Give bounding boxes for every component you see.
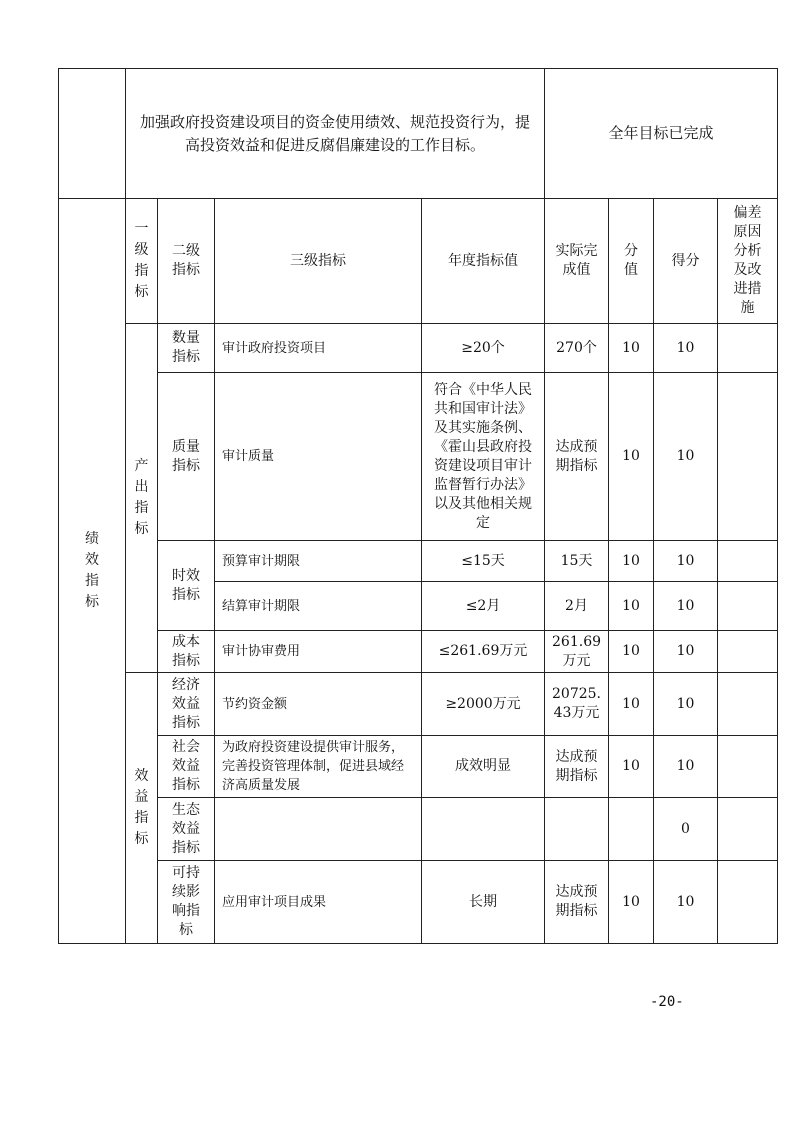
table-row: 结算审计期限 ≤2月 2月 10 10 — [59, 582, 778, 631]
performance-table — [58, 68, 778, 944]
section-label: 绩效指标 — [85, 531, 99, 610]
header-level3: 三级指标 — [215, 199, 422, 324]
goal-blank-cell — [59, 69, 126, 199]
header-actual: 实际完成值 — [545, 199, 609, 324]
group-output: 产出指标 — [126, 324, 158, 673]
table-row: 质量指标 审计质量 符合《中华人民共和国审计法》及其实施条例、《霍山县政府投资建设项目审计监督暂行办法》以及其他相关规定 达成预期指标 10 10 — [59, 373, 778, 541]
goal-status: 全年目标已完成 — [545, 69, 778, 199]
goal-text: 加强政府投资建设项目的资金使用绩效、规范投资行为，提高投资效益和促进反腐倡廉建设的工作目标。 — [126, 69, 545, 199]
header-score: 得分 — [654, 199, 718, 324]
header-level2: 二级指标 — [158, 199, 215, 324]
page-number: -20- — [650, 994, 684, 1010]
header-reason: 偏差原因分析及改进措施 — [718, 199, 778, 324]
header-weight: 分值 — [609, 199, 654, 324]
table-row: 时效指标 预算审计期限 ≤15天 15天 10 10 — [59, 541, 778, 582]
group-benefit: 效益指标 — [126, 673, 158, 944]
table-row: 产出指标 数量指标 审计政府投资项目 ≥20个 270个 10 10 — [59, 324, 778, 373]
table-row: 成本指标 审计协审费用 ≤261.69万元 261.69万元 10 10 — [59, 631, 778, 673]
header-target: 年度指标值 — [422, 199, 545, 324]
section-label-cell — [59, 199, 126, 944]
header-level1: 一级指标 — [126, 199, 158, 324]
table-row: 生态效益指标 0 — [59, 798, 778, 861]
table-row: 可持续影响指标 应用审计项目成果 长期 达成预期指标 10 10 — [59, 861, 778, 944]
table-row: 社会效益指标 为政府投资建设提供审计服务，完善投资管理体制，促进县域经济高质量发展 成效明显 达成预期指标 10 10 — [59, 736, 778, 798]
table-row: 效益指标 经济效益指标 节约资金额 ≥2000万元 20725.43万元 10 10 — [59, 673, 778, 736]
